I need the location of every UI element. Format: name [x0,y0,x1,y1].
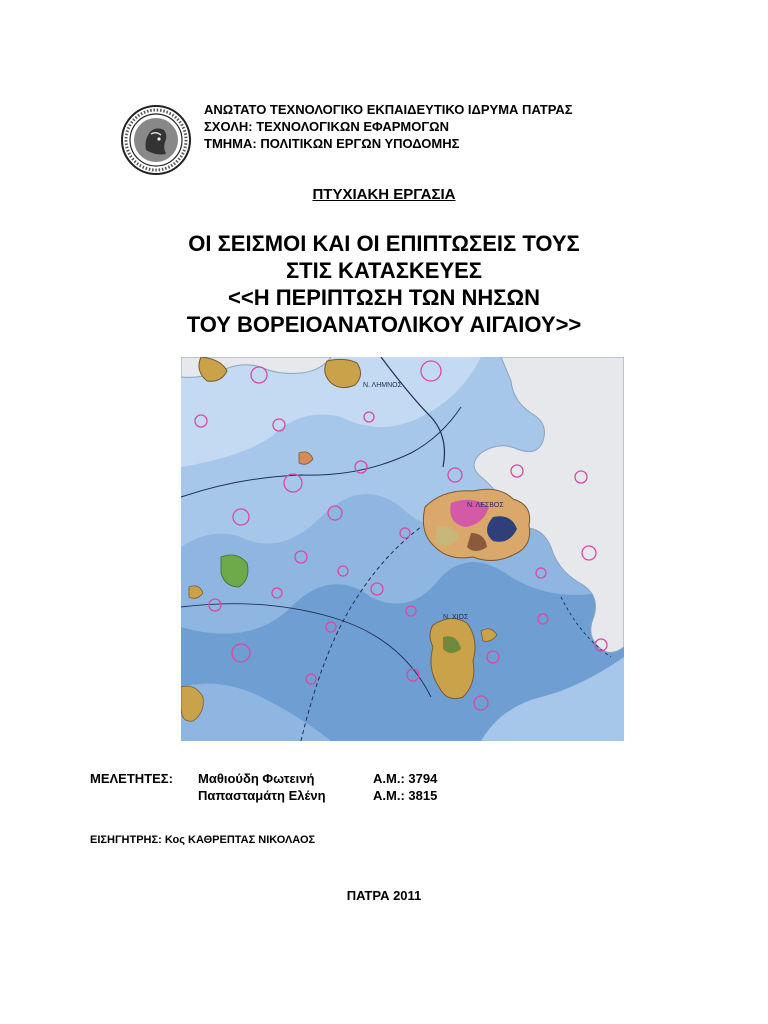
title-line-1: ΟΙ ΣΕΙΣΜΟΙ ΚΑΙ ΟΙ ΕΠΙΠΤΩΣΕΙΣ ΤΟΥΣ [188,231,580,256]
aegean-map [181,357,624,741]
author-name-1: Μαθιούδη Φωτεινή [198,771,315,786]
author-id-1: Α.Μ.: 3794 [373,771,438,786]
map-label-chios: Ν. ΧΙΟΣ [443,614,469,621]
title-line-2: ΣΤΙΣ ΚΑΤΑΣΚΕΥΕΣ [285,258,483,283]
authors-label: ΜΕΛΕΤΗΤΕΣ: [90,771,173,786]
institution-name: ΑΝΩΤΑΤΟ ΤΕΧΝΟΛΟΓΙΚΟ ΕΚΠΑΙΔΕΥΤΙΚΟ ΙΔΡΥΜΑ ΠΑΤΡΑΣ [204,102,573,117]
thesis-title [0,230,768,338]
map-label-lesvos: Ν. ΛΕΣΒΟΣ [467,502,504,509]
author-id-2: Α.Μ.: 3815 [373,788,438,803]
title-line-3: <<Η ΠΕΡΙΠΤΩΣΗ ΤΩΝ ΝΗΣΩΝ [228,285,540,310]
advisor: ΕΙΣΗΓΗΤΡΗΣ: Κος ΚΑΘΡΕΠΤΑΣ ΝΙΚΟΛΑΟΣ [90,834,316,846]
map-label-lemnos: Ν. ΛΗΜΝΟΣ [363,382,402,389]
title-line-4: ΤΟΥ ΒΟΡΕΙΟΑΝΑΤΟΛΙΚΟΥ ΑΙΓΑΙΟΥ>> [186,312,582,337]
institution-header [204,101,573,152]
author-name-2: Παπασταμάτη Ελένη [198,788,326,803]
institution-seal [120,104,192,176]
document-type: ΠΤΥΧΙΑΚΗ ΕΡΓΑΣΙΑ [312,186,456,203]
place-date: ΠΑΤΡΑ 2011 [346,888,422,903]
department-name: ΤΜΗΜΑ: ΠΟΛΙΤΙΚΩΝ ΕΡΓΩΝ ΥΠΟΔΟΜΗΣ [204,136,460,151]
school-name: ΣΧΟΛΗ: ΤΕΧΝΟΛΟΓΙΚΩΝ ΕΦΑΡΜΟΓΩΝ [204,119,449,134]
